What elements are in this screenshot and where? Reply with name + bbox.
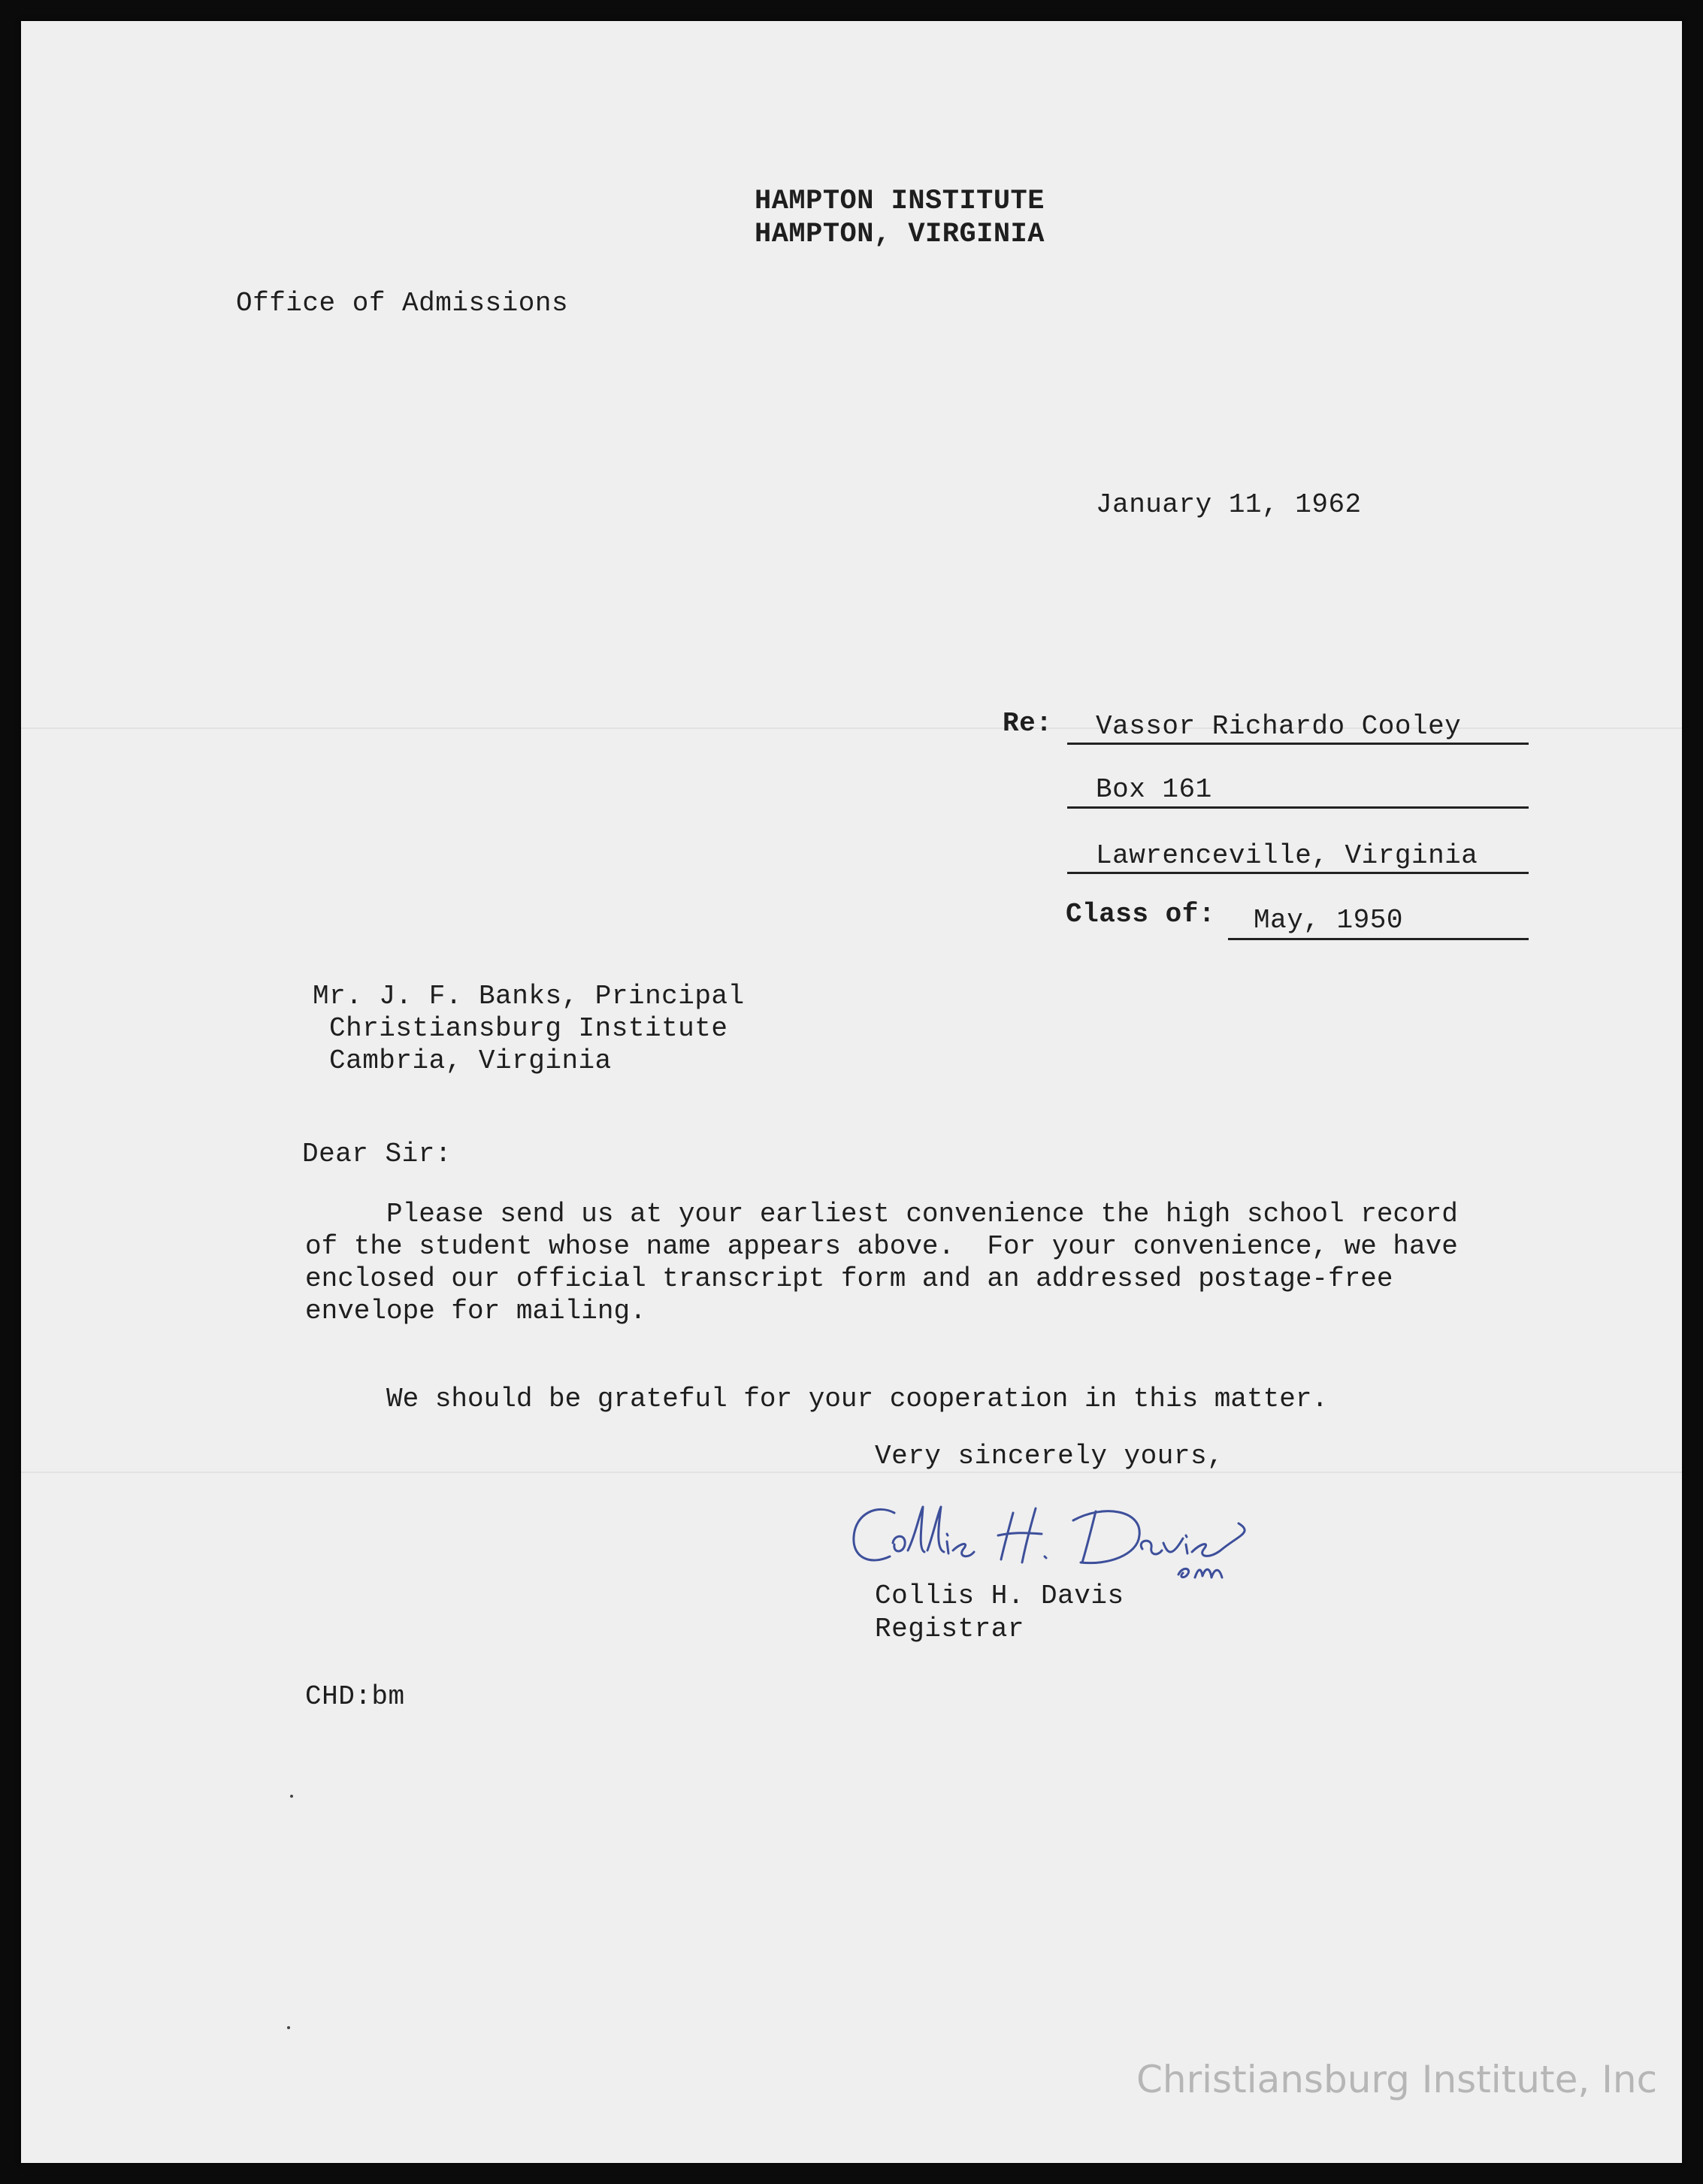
student-name: Vassor Richardo Cooley	[1096, 711, 1462, 742]
class-value: May, 1950	[1254, 905, 1403, 936]
paper-speck	[287, 2026, 290, 2029]
recipient-line1: Mr. J. F. Banks, Principal	[313, 981, 745, 1012]
student-city: Lawrenceville, Virginia	[1096, 840, 1478, 871]
watermark: Christiansburg Institute, Inc	[1136, 2058, 1658, 2101]
body-line: envelope for mailing.	[305, 1296, 646, 1326]
body-paragraph-2: We should be grateful for your cooperation in this matter.	[305, 1384, 1329, 1414]
letter-date: January 11, 1962	[1096, 489, 1362, 520]
reference-initials: CHD:bm	[305, 1681, 405, 1712]
body-paragraph-1	[305, 1198, 1458, 1327]
signer-name: Collis H. Davis	[875, 1581, 1124, 1611]
class-label: Class of:	[1066, 899, 1215, 930]
re-label: Re:	[1003, 708, 1053, 739]
letter-page	[21, 21, 1682, 2163]
recipient-line2: Christiansburg Institute	[329, 1013, 728, 1044]
handwritten-signature	[848, 1490, 1291, 1588]
body-line: of the student whose name appears above. For your convenience, we have	[305, 1231, 1458, 1262]
fold-line	[21, 1472, 1682, 1473]
signer-title: Registrar	[875, 1614, 1024, 1644]
letterhead-location: HAMPTON, VIRGINIA	[755, 219, 1045, 250]
body-line: enclosed our official transcript form and an addressed postage-free	[305, 1263, 1393, 1294]
closing: Very sincerely yours,	[875, 1441, 1224, 1472]
recipient-line3: Cambria, Virginia	[329, 1045, 612, 1076]
city-underline	[1067, 872, 1529, 874]
name-underline	[1067, 743, 1529, 745]
salutation: Dear Sir:	[302, 1139, 452, 1169]
class-underline	[1228, 938, 1529, 940]
paper-speck	[290, 1795, 293, 1798]
body-line: Please send us at your earliest convenience the high school record	[305, 1199, 1458, 1230]
letterhead-institution: HAMPTON INSTITUTE	[755, 186, 1045, 217]
box-underline	[1067, 806, 1529, 809]
student-box: Box 161	[1096, 774, 1212, 805]
office-line: Office of Admissions	[236, 288, 569, 319]
